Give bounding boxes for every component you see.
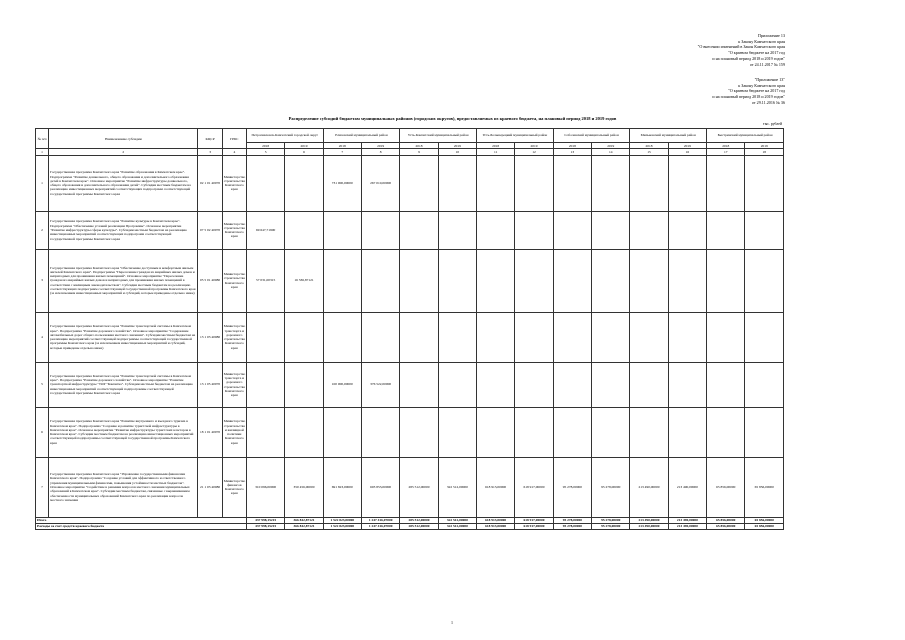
col-number: 2 <box>49 149 198 155</box>
row-value <box>361 407 399 457</box>
row-kcsr: 13 1 05 40070 <box>198 362 222 407</box>
table-row <box>36 362 784 407</box>
col-number: 16 <box>668 149 706 155</box>
total-row-value: 1 247 416,07000 <box>361 517 399 523</box>
grand-total-row-value: 618 917,00000 <box>515 523 553 529</box>
row-value <box>285 407 323 457</box>
row-value <box>438 155 476 211</box>
row-kcsr: 18 1 01 40070 <box>198 407 222 457</box>
grand-total-row-value: 1 247 416,07000 <box>361 523 399 529</box>
row-value <box>285 211 323 249</box>
total-row-value: 213 490,00000 <box>668 517 706 523</box>
header-program-name: Наименование субсидии <box>49 129 198 149</box>
row-program-name: Государственная программа Камчатского края "Развитие внутреннего и въездного туризма в Камчатском крае". Подпрограмма "Создание и развитие туристской инфраструктуры в Камчатском крае". Основное мероприятие "Развитие инфраструктуры туристских кластеров в Камчатском крае". Субсидии местным бюджетам на реализацию инвестиционных мероприятий соответствующей подпрограммы соответствующей государственной программы Камчатского края <box>49 407 198 457</box>
row-value <box>707 312 745 362</box>
row-value <box>668 362 706 407</box>
page-number: 1 <box>451 620 453 625</box>
row-grbs: Министерство строительства Камчатского края <box>222 155 246 211</box>
row-value <box>246 312 284 362</box>
row-value <box>707 407 745 457</box>
row-value <box>592 312 630 362</box>
grand-total-row-label: Расходы за счет средств краевого бюджета <box>36 523 247 529</box>
row-value <box>745 249 784 312</box>
row-num: 5 <box>36 362 49 407</box>
header-year: 2019 <box>592 143 630 149</box>
row-value: 691 823,00000 <box>323 457 361 517</box>
grand-total-row-value: 366 842,87121 <box>285 523 323 529</box>
row-num: 6 <box>36 407 49 457</box>
header-year: 2019 <box>438 143 476 149</box>
header-year: 2018 <box>400 143 438 149</box>
row-value <box>745 407 784 457</box>
total-row-label: Итого <box>36 517 247 523</box>
header-line: к Закону Камчатского края <box>738 38 785 44</box>
col-number: 13 <box>553 149 591 155</box>
total-row-value: 65 856,00000 <box>745 517 784 523</box>
row-value <box>246 407 284 457</box>
row-value <box>668 211 706 249</box>
header-year: 2018 <box>630 143 668 149</box>
row-value <box>400 249 438 312</box>
row-value <box>668 155 706 211</box>
row-value: 731 000,00000 <box>323 155 361 211</box>
row-value <box>323 211 361 249</box>
row-value <box>438 312 476 362</box>
header-year: 2019 <box>515 143 553 149</box>
row-value: 69 647,71900 <box>246 211 284 249</box>
row-value <box>707 155 745 211</box>
header-district: Мильковский муниципальный район <box>630 129 707 143</box>
header-district: Петропавловск-Камчатский городской округ <box>246 129 323 143</box>
col-number: 7 <box>323 149 361 155</box>
row-value <box>515 249 553 312</box>
row-kcsr: 07 5 02 40070 <box>198 211 222 249</box>
row-value <box>592 407 630 457</box>
row-value: 285 512,00000 <box>400 457 438 517</box>
row-value <box>477 211 515 249</box>
row-kcsr: 21 1 03 40080 <box>198 457 222 517</box>
appendix-header-original <box>712 77 785 106</box>
unit-label: тыс. рублей <box>763 122 782 126</box>
col-number: 12 <box>515 149 553 155</box>
row-value <box>246 362 284 407</box>
row-kcsr: 02 1 01 40070 <box>198 155 222 211</box>
row-value: 95 278,00000 <box>592 457 630 517</box>
header-district: Усть-Большерецкий муниципальный район <box>477 129 554 143</box>
row-program-name: Государственная программа Камчатского края "Развитие транспортной системы в Камчатском крае". Подпрограмма "Развитие дорожного хозяйства". Основное мероприятие "Содержание автомобильных дорог общего пользования местного значения". Субсидии местным бюджетам на реализацию мероприятий соответствующей подпрограммы соответствующей государственной программы Камчатского края (за исключением инвестиционных мероприятий и субсидий, которые приведены отдельно ниже) <box>49 312 198 362</box>
total-row-value: 95 278,00000 <box>592 517 630 523</box>
row-value: 350 456,00000 <box>285 457 323 517</box>
col-number: 17 <box>707 149 745 155</box>
document-title: Распределение субсидий бюджетам муниципальных районов (городских округов), предоставляемых из краевого бюджета, на плановый период 2018 и 2019 годов <box>288 116 617 121</box>
row-value <box>515 155 553 211</box>
row-num: 2 <box>36 211 49 249</box>
header-line: и на плановый период 2018 и 2019 годов" <box>712 94 785 100</box>
row-value <box>745 211 784 249</box>
header-year: 2019 <box>285 143 323 149</box>
row-value <box>361 211 399 249</box>
header-kcsr: КЦСР <box>198 129 222 149</box>
row-value: 213 490,00000 <box>630 457 668 517</box>
row-value: 603 853,00000 <box>361 457 399 517</box>
row-value <box>707 362 745 407</box>
row-value <box>630 362 668 407</box>
row-num: 7 <box>36 457 49 517</box>
col-number: 10 <box>438 149 476 155</box>
table-row <box>36 312 784 362</box>
header-grbs: ГРБС <box>222 129 246 149</box>
table-body <box>36 155 784 530</box>
row-value <box>477 312 515 362</box>
row-value <box>553 407 591 457</box>
table-row <box>36 155 784 211</box>
row-program-name: Государственная программа Камчатского края "Обеспечение доступным и комфортным жильем жителей Камчатского края". Подпрограмма "Переселение граждан из аварийных жилых домов и непригодных для проживания жилых помещений". Основное мероприятие "Переселение граждан из аварийных жилых домов и непригодных для проживания жилых помещений в соответствии с жилищным законодательством". Субсидии местным бюджетам на реализацию соответствующих подпрограмм соответствующей государственной программы Камчатского края (за исключением инвестиционных мероприятий и субсидий, которые приведены отдельно ниже) <box>49 249 198 312</box>
row-value <box>400 362 438 407</box>
row-value: 376 522,00000 <box>361 362 399 407</box>
table-row <box>36 249 784 312</box>
total-row-value: 285 512,00000 <box>400 517 438 523</box>
header-year: 2018 <box>707 143 745 149</box>
row-value <box>592 155 630 211</box>
row-value <box>477 155 515 211</box>
row-value <box>630 211 668 249</box>
row-value <box>361 249 399 312</box>
row-value <box>553 211 591 249</box>
row-value <box>477 249 515 312</box>
row-value <box>668 312 706 362</box>
row-value <box>477 407 515 457</box>
row-value <box>361 312 399 362</box>
row-value: 618 913,00000 <box>477 457 515 517</box>
row-value <box>630 249 668 312</box>
header-line: "Приложение 13" <box>754 77 785 82</box>
row-value <box>323 249 361 312</box>
total-row-value: 437 998,15215 <box>246 517 284 523</box>
header-line: "О внесении изменений в Закон Камчатского края <box>697 44 785 50</box>
row-kcsr: 05 5 01 40080 <box>198 249 222 312</box>
header-num: № п/п <box>36 129 49 149</box>
row-grbs: Министерство финансов Камчатского края <box>222 457 246 517</box>
col-number: 3 <box>198 149 222 155</box>
col-number: 4 <box>222 149 246 155</box>
grand-total-row-value: 437 998,15215 <box>246 523 284 529</box>
col-number: 14 <box>592 149 630 155</box>
row-program-name: Государственная программа Камчатского края "Развитие транспортной системы в Камчатском крае". Подпрограмма "Развитие дорожного хозяйства". Основное мероприятие "Развитие транспортной инфраструктуры "ТОР "Камчатка". Субсидии местным бюджетам на реализацию инвестиционных мероприятий соответствующей подпрограммы соответствующей государственной программы Камчатского края <box>49 362 198 407</box>
col-number: 18 <box>745 149 784 155</box>
header-line: Приложение 13 <box>757 33 785 38</box>
grand-total-row-value: 95 278,00000 <box>553 523 591 529</box>
row-value <box>553 155 591 211</box>
row-value: 100 000,00000 <box>323 362 361 407</box>
col-number: 6 <box>285 149 323 155</box>
row-value <box>438 211 476 249</box>
row-grbs: Министерство строительства и жилищной политики Камчатского края <box>222 407 246 457</box>
row-value <box>745 312 784 362</box>
table-row <box>36 211 784 249</box>
row-grbs: Министерство строительства Камчатского края <box>222 249 246 312</box>
row-value <box>400 155 438 211</box>
grand-total-row-value: 65 856,00000 <box>707 523 745 529</box>
header-year: 2019 <box>745 143 784 149</box>
row-kcsr: 13 1 03 40080 <box>198 312 222 362</box>
row-value: 65 856,00000 <box>745 457 784 517</box>
header-line: от 24.11.2017 № 159 <box>749 61 785 67</box>
row-value <box>400 211 438 249</box>
grand-total-row-value: 95 278,00000 <box>592 523 630 529</box>
total-row-value: 1 522 823,00000 <box>323 517 361 523</box>
header-row <box>36 129 784 143</box>
row-value <box>707 211 745 249</box>
table-row <box>36 457 784 517</box>
col-number: 1 <box>36 149 49 155</box>
row-value: 310 096,00000 <box>246 457 284 517</box>
row-value: 267 010,00000 <box>361 155 399 211</box>
grand-total-row-value: 213 490,00000 <box>630 523 668 529</box>
header-year: 2019 <box>668 143 706 149</box>
header-district: Елизовский муниципальный район <box>323 129 400 143</box>
row-value <box>630 407 668 457</box>
total-row-value: 366 842,87121 <box>285 517 323 523</box>
header-year: 2018 <box>477 143 515 149</box>
subsidy-table <box>35 128 784 530</box>
grand-total-row-value: 213 490,00000 <box>668 523 706 529</box>
header-district: Усть-Камчатский муниципальный район <box>400 129 477 143</box>
row-num: 4 <box>36 312 49 362</box>
row-value <box>553 249 591 312</box>
row-num: 3 <box>36 249 49 312</box>
row-value: 95 278,00000 <box>553 457 591 517</box>
grand-total-row-value: 322 512,00000 <box>438 523 476 529</box>
row-grbs: Министерство транспорта и дорожного строительства Камчатского края <box>222 312 246 362</box>
grand-total-row <box>36 523 784 529</box>
total-row-value: 618 917,00000 <box>515 517 553 523</box>
col-number: 9 <box>400 149 438 155</box>
row-value <box>438 362 476 407</box>
total-row-value: 213 490,00000 <box>630 517 668 523</box>
row-value: 16 336,87121 <box>285 249 323 312</box>
col-number: 5 <box>246 149 284 155</box>
row-value <box>553 312 591 362</box>
row-value <box>515 362 553 407</box>
row-value: 618 917,00000 <box>515 457 553 517</box>
row-grbs: Министерство строительства Камчатского края <box>222 211 246 249</box>
col-number: 11 <box>477 149 515 155</box>
row-value <box>745 362 784 407</box>
row-value <box>246 155 284 211</box>
row-value: 322 512,00000 <box>438 457 476 517</box>
row-value <box>592 249 630 312</box>
row-grbs: Министерство транспорта и дорожного строительства Камчатского края <box>222 362 246 407</box>
grand-total-row-value: 285 512,00000 <box>400 523 438 529</box>
row-value <box>668 249 706 312</box>
header-district: Соболевский муниципальный район <box>553 129 630 143</box>
header-line: к Закону Камчатского края <box>738 82 785 88</box>
col-number: 15 <box>630 149 668 155</box>
row-value: 213 490,00000 <box>668 457 706 517</box>
total-row-value: 65 856,00000 <box>707 517 745 523</box>
header-district: Быстринский муниципальный район <box>707 129 784 143</box>
row-value <box>707 249 745 312</box>
row-value <box>285 362 323 407</box>
row-value: 57 031,00315 <box>246 249 284 312</box>
header-line: и на плановый период 2018 и 2019 годов" <box>712 55 785 61</box>
grand-total-row-value: 618 913,00000 <box>477 523 515 529</box>
total-row-value: 618 913,00000 <box>477 517 515 523</box>
appendix-header-current <box>698 33 785 67</box>
row-value <box>285 312 323 362</box>
table-row <box>36 407 784 457</box>
row-value <box>668 407 706 457</box>
header-line: "О краевом бюджете на 2017 год <box>728 50 785 56</box>
header-year: 2019 <box>361 143 399 149</box>
row-value <box>592 211 630 249</box>
row-num: 1 <box>36 155 49 211</box>
row-value <box>630 312 668 362</box>
row-value <box>553 362 591 407</box>
header-year: 2018 <box>246 143 284 149</box>
row-value <box>515 312 553 362</box>
row-program-name: Государственная программа Камчатского края "Развитие образования в Камчатском крае". Подпрограмма "Развитие дошкольного, общего образования и дополнительного образования детей в Камчатском крае". Основное мероприятие "Развитие инфраструктуры дошкольного, общего образования и дополнительного образования детей". Субсидии местным бюджетам на реализацию инвестиционных мероприятий соответствующих подпрограмм соответствующей государственной программы Камчатского края <box>49 155 198 211</box>
row-value <box>515 211 553 249</box>
row-value <box>323 312 361 362</box>
col-number: 8 <box>361 149 399 155</box>
row-value: 65 856,00000 <box>707 457 745 517</box>
grand-total-row-value: 1 522 823,00000 <box>323 523 361 529</box>
row-value <box>515 407 553 457</box>
row-value <box>438 249 476 312</box>
header-year: 2018 <box>323 143 361 149</box>
row-value <box>438 407 476 457</box>
row-program-name: Государственная программа Камчатского края "Развитие культуры в Камчатском крае". Подпрограмма "Обеспечение условий реализации Программы". Основное мероприятие "Развитие инфраструктуры сферы культуры". Субсидии местным бюджетам на реализацию инвестиционных мероприятий соответствующих подпрограмм соответствующей государственной программы Камчатского края <box>49 211 198 249</box>
row-value <box>477 362 515 407</box>
row-value <box>745 155 784 211</box>
header-line: от 29.11.2016 № 36 <box>751 99 785 105</box>
row-program-name: Государственная программа Камчатского края "Управление государственными финансами Камчатского края". Подпрограмма "Создание условий для эффективного и ответственного управления муниципальными финансами, повышения устойчивости местных бюджетов". Основное мероприятие "Содействие в решении вопросов местного значения муниципальных образований в Камчатском крае". Субсидии местным бюджетам, связанные с выравниванием обеспеченности муниципальных образований Камчатского края по реализации вопросов местного значения <box>49 457 198 517</box>
row-value <box>400 312 438 362</box>
row-value <box>323 407 361 457</box>
row-value <box>592 362 630 407</box>
total-row-value: 322 512,00000 <box>438 517 476 523</box>
header-line: "О краевом бюджете на 2017 год <box>728 88 785 94</box>
row-value <box>285 155 323 211</box>
header-year: 2018 <box>553 143 591 149</box>
row-value <box>630 155 668 211</box>
row-value <box>400 407 438 457</box>
total-row-value: 95 278,00000 <box>553 517 591 523</box>
grand-total-row-value: 65 856,00000 <box>745 523 784 529</box>
